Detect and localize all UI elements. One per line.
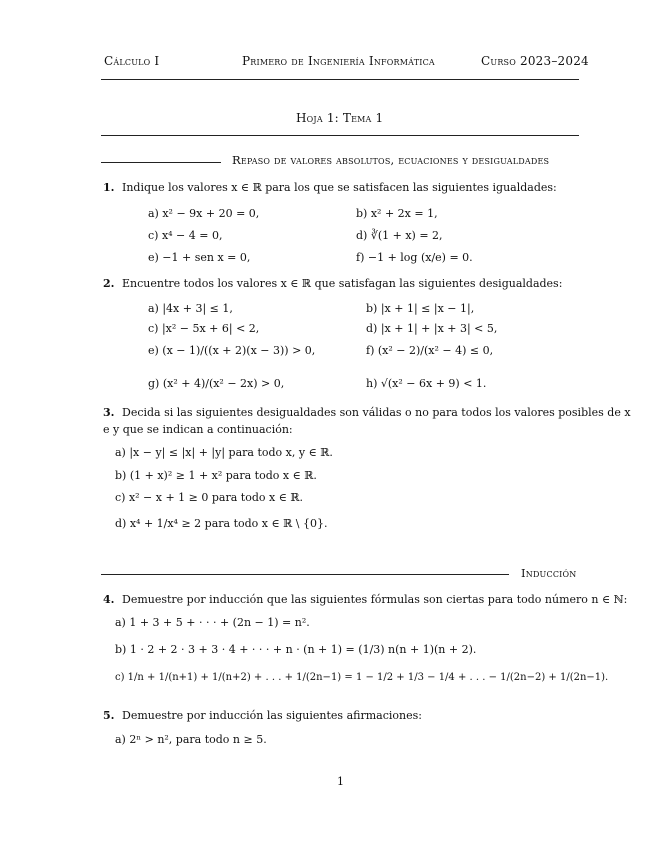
- p2-item-b: b) |x + 1| ≤ |x − 1|,: [366, 302, 475, 315]
- problem-1: [103, 181, 114, 194]
- p3-item-a: a) |x − y| ≤ |x| + |y| para todo x, y ∈ ℝ.: [115, 446, 333, 459]
- section-title-repaso: Repaso de valores absolutos, ecuaciones y desigualdades: [232, 153, 550, 167]
- section-title-induccion: Inducción: [521, 566, 577, 580]
- problem-3-intro-line2: e y que se indican a continuación:: [103, 423, 293, 436]
- p1-item-d: d) ∛(1 + x) = 2,: [356, 229, 443, 242]
- page-number: 1: [337, 775, 344, 788]
- problem-5-intro: Demuestre por inducción las siguientes afirmaciones:: [122, 709, 422, 722]
- p2-item-h: h) √(x² − 6x + 9) < 1.: [366, 377, 487, 390]
- problem-4-intro: Demuestre por inducción que las siguientes fórmulas son ciertas para todo número n ∈ ℕ:: [122, 593, 628, 606]
- p3-item-b: b) (1 + x)² ≥ 1 + x² para todo x ∈ ℝ.: [115, 469, 317, 482]
- p2-item-e: e) (x − 1)/((x + 2)(x − 3)) > 0,: [148, 344, 316, 357]
- header-degree: Primero de Ingeniería Informática: [242, 54, 435, 68]
- p4-item-b: b) 1 · 2 + 2 · 3 + 3 · 4 + · · · + n · (n + 1) = (1/3) n(n + 1)(n + 2).: [115, 643, 477, 656]
- problem-2: [103, 277, 114, 290]
- problem-number: 3.: [103, 406, 115, 419]
- problem-3-intro-line1: Decida si las siguientes desigualdades son válidas o no para todos los valores posibles de x: [122, 406, 631, 419]
- p2-item-d: d) |x + 1| + |x + 3| < 5,: [366, 322, 498, 335]
- p2-item-c: c) |x² − 5x + 6| < 2,: [148, 322, 260, 335]
- p1-item-c: c) x⁴ − 4 = 0,: [148, 229, 223, 242]
- problem-number: 4.: [103, 593, 115, 606]
- section-rule-induccion: [101, 574, 509, 575]
- p1-item-b: b) x² + 2x = 1,: [356, 207, 438, 220]
- p3-item-c: c) x² − x + 1 ≥ 0 para todo x ∈ ℝ.: [115, 491, 303, 504]
- p5-item-a: a) 2ⁿ > n², para todo n ≥ 5.: [115, 733, 267, 746]
- p2-item-g: g) (x² + 4)/(x² − 2x) > 0,: [148, 377, 285, 390]
- header-year: Curso 2023–2024: [481, 54, 589, 68]
- problem-number: 2.: [103, 277, 115, 290]
- problem-1-intro: Indique los valores x ∈ ℝ para los que se satisfacen las siguientes igualdades:: [122, 181, 557, 194]
- problem-4: [103, 593, 114, 606]
- p2-item-a: a) |4x + 3| ≤ 1,: [148, 302, 233, 315]
- p4-item-c: c) 1/n + 1/(n+1) + 1/(n+2) + . . . + 1/(2n−1) = 1 − 1/2 + 1/3 − 1/4 + . . . − 1/(2n−2) + 1/(2n−1).: [115, 672, 609, 683]
- problem-5: [103, 709, 114, 722]
- header-rule: [101, 79, 579, 80]
- sheet-title: Hoja 1: Tema 1: [296, 111, 384, 125]
- p1-item-a: a) x² − 9x + 20 = 0,: [148, 207, 260, 220]
- problem-2-intro: Encuentre todos los valores x ∈ ℝ que satisfagan las siguientes desigualdades:: [122, 277, 563, 290]
- problem-number: 5.: [103, 709, 115, 722]
- p1-item-e: e) −1 + sen x = 0,: [148, 251, 251, 264]
- problem-number: 1.: [103, 181, 115, 194]
- p3-item-d: d) x⁴ + 1/x⁴ ≥ 2 para todo x ∈ ℝ \ {0}.: [115, 517, 328, 530]
- p1-item-f: f) −1 + log (x/e) = 0.: [356, 251, 473, 264]
- p2-item-f: f) (x² − 2)/(x² − 4) ≤ 0,: [366, 344, 494, 357]
- title-rule: [101, 135, 579, 136]
- problem-3: [103, 406, 114, 419]
- section-rule-repaso: [101, 162, 221, 163]
- header-course: Cálculo I: [104, 54, 160, 68]
- p4-item-a: a) 1 + 3 + 5 + · · · + (2n − 1) = n².: [115, 616, 310, 629]
